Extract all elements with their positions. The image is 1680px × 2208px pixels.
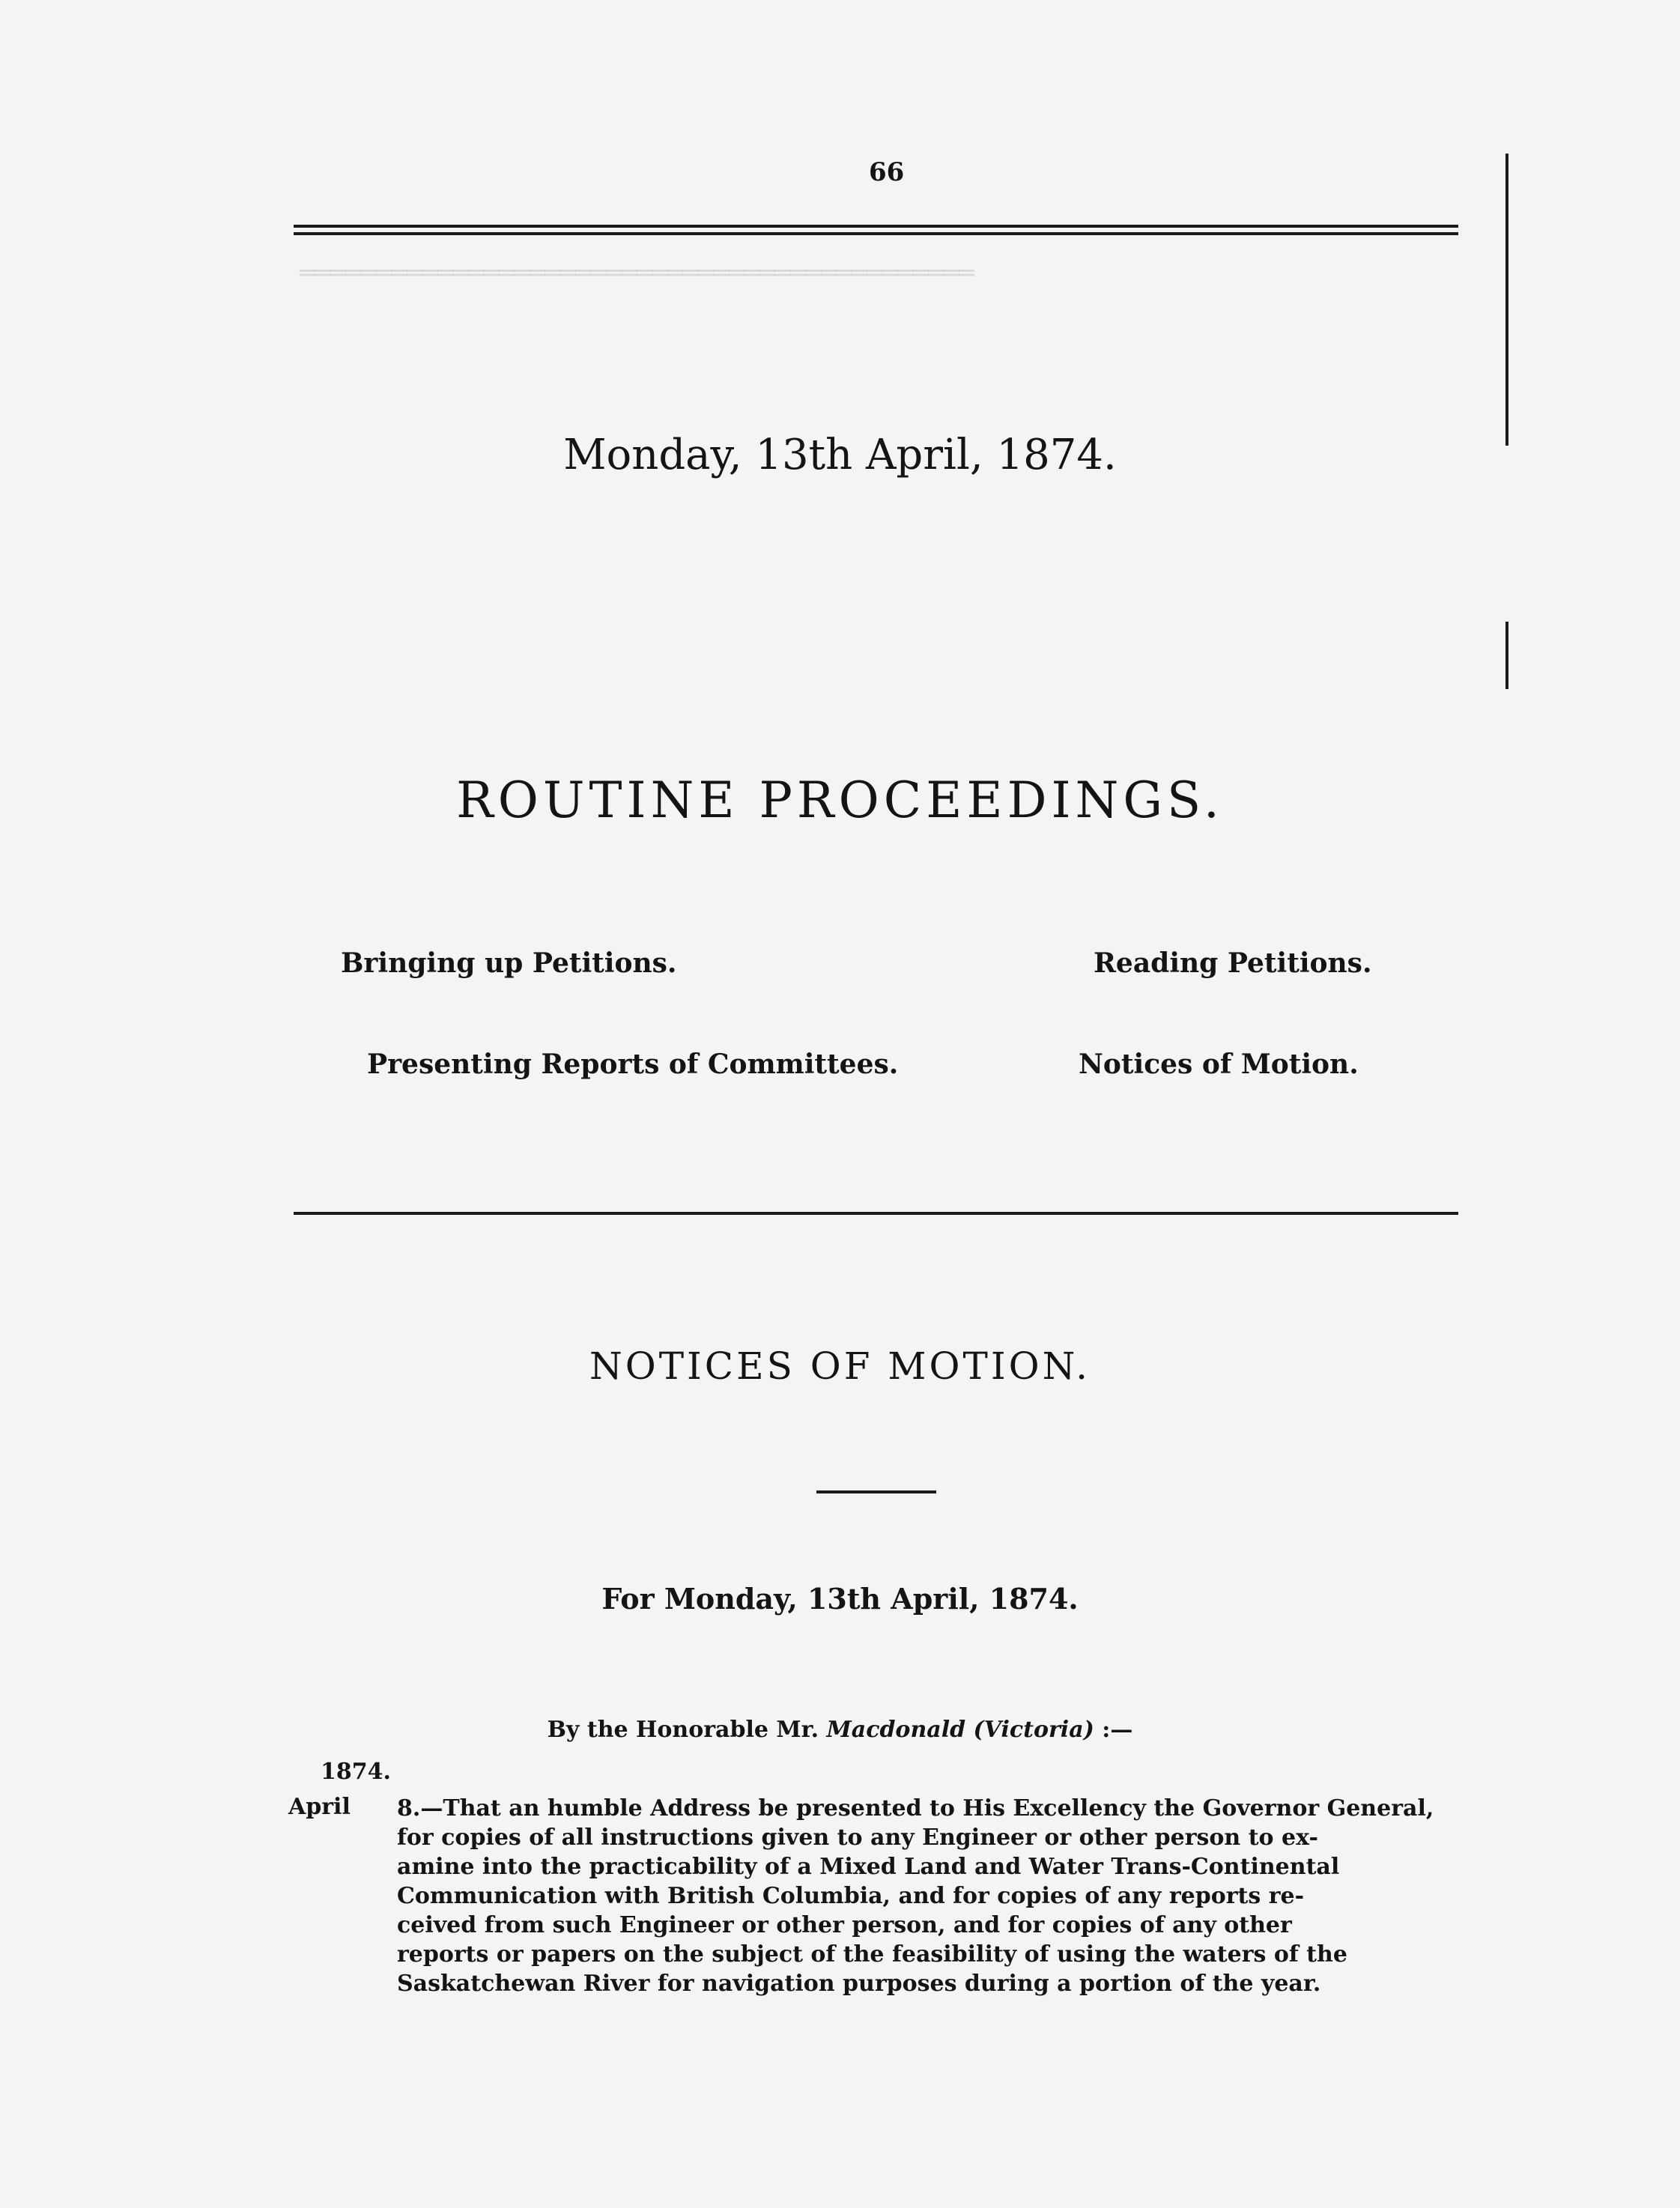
bleed-through-decoration: ════════════════════════════════════════════ bbox=[300, 258, 974, 288]
mover-name: Macdonald bbox=[826, 1717, 966, 1743]
date-label: April bbox=[288, 1794, 351, 1820]
motion-number: 8. bbox=[397, 1795, 421, 1822]
reading-petitions: Reading Petitions. bbox=[1094, 947, 1372, 979]
bringing-up-petitions: Bringing up Petitions. bbox=[341, 947, 677, 979]
routine-proceedings-heading: ROUTINE PROCEEDINGS. bbox=[456, 771, 1224, 829]
motion-text bbox=[397, 1794, 1461, 1998]
margin-rule bbox=[1505, 154, 1508, 446]
mover-line bbox=[0, 1717, 1680, 1743]
motion-line: 8.—That an humble Address be presented to His Excellency the Governor General, bbox=[397, 1795, 1434, 1822]
motion-line: reports or papers on the subject of the feasibility of using the waters of the bbox=[397, 1941, 1347, 1968]
date-heading: Monday, 13th April, 1874. bbox=[563, 431, 1117, 479]
year-label: 1874. bbox=[321, 1759, 391, 1785]
double-rule bbox=[294, 225, 1458, 235]
motion-line: for copies of all instructions given to any Engineer or other person to ex- bbox=[397, 1825, 1318, 1851]
page-number: 66 bbox=[869, 157, 905, 187]
mover-constituency: (Victoria) bbox=[973, 1717, 1094, 1743]
motion-line: ceived from such Engineer or other person, and for copies of any other bbox=[397, 1912, 1292, 1938]
for-date-heading: For Monday, 13th April, 1874. bbox=[601, 1582, 1079, 1616]
presenting-reports-of-committees: Presenting Reports of Committees. bbox=[367, 1049, 899, 1080]
notices-of-motion-heading: NOTICES OF MOTION. bbox=[589, 1344, 1091, 1388]
margin-rule bbox=[1505, 622, 1508, 689]
mover-suffix: :— bbox=[1102, 1717, 1133, 1743]
section-rule bbox=[294, 1212, 1458, 1215]
motion-line: amine into the practicability of a Mixed Land and Water Trans-Continental bbox=[397, 1854, 1340, 1880]
motion-line: Saskatchewan River for navigation purposes during a portion of the year. bbox=[397, 1971, 1321, 1997]
short-rule bbox=[816, 1490, 936, 1493]
mover-prefix: By the Honorable Mr. bbox=[547, 1717, 819, 1743]
notices-of-motion-item: Notices of Motion. bbox=[1079, 1049, 1359, 1080]
motion-line: Communication with British Columbia, and for copies of any reports re- bbox=[397, 1883, 1305, 1909]
